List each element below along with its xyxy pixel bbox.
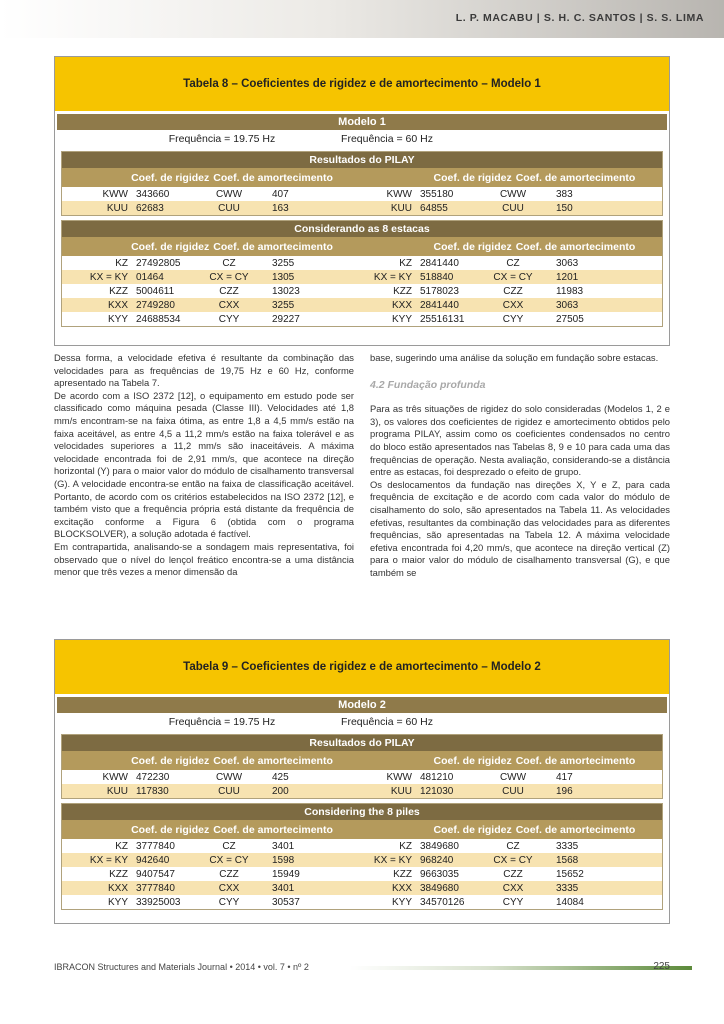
table-caption: Tabela 9 – Coeficientes de rigidez e de amortecimento – Modelo 2 (55, 640, 669, 694)
coef-value: 196 (556, 785, 573, 797)
table-8 (54, 56, 670, 346)
coef-name: KX = KY (89, 854, 128, 866)
coef-value: 200 (272, 785, 289, 797)
coef-name: KYY (391, 313, 412, 325)
col-header: Coef. de rigidez (131, 754, 210, 767)
frequency-row (57, 713, 667, 730)
col-header: Coef. de amortecimento (515, 240, 636, 253)
col-header: Coef. de rigidez (131, 240, 210, 253)
coef-name: CX = CY (493, 271, 533, 283)
coef-value: 3255 (272, 257, 295, 269)
text-column-right (370, 352, 670, 580)
col-header: Coef. de amortecimento (515, 754, 636, 767)
section-pilay (61, 151, 663, 216)
coef-name: CX = CY (209, 854, 249, 866)
table-9 (54, 639, 670, 924)
section-piles (61, 220, 663, 327)
table-row (62, 881, 662, 895)
coef-name: CX = CY (209, 271, 249, 283)
coef-value: 27505 (556, 313, 584, 325)
coef-value: 3335 (556, 840, 579, 852)
coef-name: CWW (499, 771, 527, 783)
coef-value: 1568 (556, 854, 579, 866)
coef-name: KXX (107, 299, 128, 311)
coef-name: KZZ (109, 868, 128, 880)
coef-value: 1201 (556, 271, 579, 283)
coef-name: CWW (499, 188, 527, 200)
model-title: Modelo 2 (57, 697, 667, 713)
page-footer (54, 961, 670, 975)
coef-name: CUU (502, 202, 524, 214)
table-row (62, 187, 662, 201)
table-row (62, 867, 662, 881)
table-caption: Tabela 8 – Coeficientes de rigidez e de amortecimento – Modelo 1 (55, 57, 669, 111)
coef-name: KWW (386, 771, 412, 783)
coef-name: KXX (391, 882, 412, 894)
section-heading: 4.2 Fundação profunda (370, 378, 486, 391)
frequency-2: Frequência = 60 Hz (341, 132, 433, 145)
coef-value: 518840 (420, 271, 454, 283)
coef-value: 3849680 (420, 840, 459, 852)
coef-name: KUU (106, 202, 128, 214)
coef-name: CZ (506, 257, 520, 269)
section-title: Resultados do PILAY (62, 152, 662, 168)
coef-value: 942640 (136, 854, 170, 866)
coef-value: 3401 (272, 840, 295, 852)
coef-name: CUU (218, 785, 240, 797)
coef-value: 383 (556, 188, 573, 200)
coef-name: KZZ (393, 285, 412, 297)
table-row (62, 201, 662, 215)
coef-value: 11983 (556, 285, 584, 297)
coef-name: KZ (115, 257, 128, 269)
header-band (0, 0, 724, 38)
table-row (62, 770, 662, 784)
table-rows (62, 256, 662, 326)
coef-value: 343660 (136, 188, 170, 200)
coef-value: 3063 (556, 299, 579, 311)
coef-name: CUU (502, 785, 524, 797)
coef-name: KYY (107, 313, 128, 325)
coef-value: 24688534 (136, 313, 181, 325)
text-column-left (54, 352, 354, 579)
coef-value: 121030 (420, 785, 454, 797)
coef-value: 425 (272, 771, 289, 783)
table-rows (62, 187, 662, 215)
coef-value: 33925003 (136, 896, 181, 908)
coef-value: 13023 (272, 285, 300, 297)
column-headers (62, 820, 662, 839)
coef-name: KUU (106, 785, 128, 797)
coef-value: 3255 (272, 299, 295, 311)
coef-name: KWW (102, 771, 128, 783)
col-header: Coef. de rigidez (131, 823, 210, 836)
coef-value: 117830 (136, 785, 169, 797)
frequency-2: Frequência = 60 Hz (341, 715, 433, 728)
coef-value: 15949 (272, 868, 300, 880)
col-header: Coef. de rigidez (433, 754, 512, 767)
coef-name: CUU (218, 202, 240, 214)
coef-name: KZZ (109, 285, 128, 297)
authors: L. P. MACABU | S. H. C. SANTOS | S. S. LIMA (455, 12, 704, 24)
col-header: Coef. de rigidez (433, 240, 512, 253)
coef-name: KYY (391, 896, 412, 908)
coef-value: 2749280 (136, 299, 175, 311)
coef-value: 3401 (272, 882, 295, 894)
page-number: 225 (653, 961, 670, 972)
coef-name: CZZ (219, 868, 239, 880)
coef-value: 2841440 (420, 299, 459, 311)
coef-value: 25516131 (420, 313, 465, 325)
frequency-1: Frequência = 19.75 Hz (168, 715, 276, 728)
table-row (62, 784, 662, 798)
coef-value: 3777840 (136, 882, 175, 894)
coef-name: KX = KY (89, 271, 128, 283)
col-header: Coef. de rigidez (131, 171, 210, 184)
coef-name: CXX (502, 882, 524, 894)
frequency-1: Frequência = 19.75 Hz (168, 132, 276, 145)
coef-name: CYY (502, 896, 524, 908)
coef-value: 968240 (420, 854, 454, 866)
coef-name: KYY (107, 896, 128, 908)
coef-name: KZ (115, 840, 128, 852)
coef-value: 355180 (420, 188, 454, 200)
coef-value: 9663035 (420, 868, 459, 880)
coef-value: 01464 (136, 271, 164, 283)
section-title: Resultados do PILAY (62, 735, 662, 751)
coef-value: 5004611 (136, 285, 175, 297)
coef-value: 472230 (136, 771, 170, 783)
col-header: Coef. de amortecimento (213, 754, 333, 767)
coef-name: CWW (215, 771, 243, 783)
paragraph: De acordo com a ISO 2372 [12], o equipamento em estudo pode ser classificado como máquina pesada (Classe III). Velocidades até 1,8 mm/s encontram-se na faixa ótima, as entre 1,8 a 4,5 mm/s estão na faixa aceitável, as entre 4,5 a 11,2 mm/s estão na faixa tolerável e as velocidades superiores a 11,2 mm/s são inaceitáveis. A máxima velocidade encontrada foi de 2,91 mm/s, que acontece na direção horizontal (Y) para o maior valor do módulo de cisalhamento transversal (G). A velocidade encontra-se então na faixa de classificação aceitável. Portanto, de acordo com os critérios estabelecidos na ISO 2372 [12], e também visto que a frequência própria está distante da frequência de excitação conforme a Figura 6 (obtida com o programa BLOCKSOLVER), a solução adotada é factível. (54, 389, 354, 540)
coef-name: CYY (218, 313, 240, 325)
coef-name: KX = KY (373, 854, 412, 866)
paragraph: Dessa forma, a velocidade efetiva é resultante da combinação das velocidades para as frequências de 19,75 Hz e 60 Hz, conforme apresentado na Tabela 7. (54, 352, 354, 389)
coef-value: 3063 (556, 257, 579, 269)
coef-name: KUU (390, 785, 412, 797)
col-header: Coef. de amortecimento (515, 823, 636, 836)
coef-value: 3849680 (420, 882, 459, 894)
section-piles (61, 803, 663, 910)
coef-name: CXX (218, 882, 240, 894)
coef-value: 34570126 (420, 896, 465, 908)
coef-value: 150 (556, 202, 573, 214)
column-headers (62, 751, 662, 770)
journal-name: IBRACON Structures and Materials Journal • 2014 • vol. 7 • nº 2 (54, 962, 309, 972)
model-title: Modelo 1 (57, 114, 667, 130)
section-pilay (61, 734, 663, 799)
coef-value: 5178023 (420, 285, 459, 297)
coef-value: 407 (272, 188, 289, 200)
coef-name: CXX (218, 299, 240, 311)
coef-value: 2841440 (420, 257, 459, 269)
section-title: Considering the 8 piles (62, 804, 662, 820)
coef-value: 3335 (556, 882, 579, 894)
coef-name: CX = CY (493, 854, 533, 866)
col-header: Coef. de rigidez (433, 823, 512, 836)
section-title: Considerando as 8 estacas (62, 221, 662, 237)
coef-value: 62683 (136, 202, 164, 214)
coef-value: 1305 (272, 271, 295, 283)
footer-rule (350, 966, 692, 970)
coef-value: 15652 (556, 868, 584, 880)
paragraph: Em contrapartida, analisando-se a sondagem mais representativa, foi observado que o nível do lençol freático encontra-se a uma distância menor que três vezes a menor dimensão da (54, 540, 354, 578)
coef-name: KXX (391, 299, 412, 311)
coef-value: 3777840 (136, 840, 175, 852)
coef-name: KWW (386, 188, 412, 200)
coef-name: CZ (222, 840, 236, 852)
coef-name: KZ (399, 257, 412, 269)
coef-value: 14084 (556, 896, 584, 908)
coef-value: 481210 (420, 771, 454, 783)
table-row (62, 853, 662, 867)
coef-value: 29227 (272, 313, 300, 325)
coef-name: CYY (218, 896, 240, 908)
coef-value: 30537 (272, 896, 300, 908)
col-header: Coef. de amortecimento (213, 240, 333, 253)
coef-name: KZZ (393, 868, 412, 880)
table-row (62, 895, 662, 909)
coef-name: KZ (399, 840, 412, 852)
coef-value: 64855 (420, 202, 448, 214)
coef-name: CZZ (219, 285, 239, 297)
table-rows (62, 770, 662, 798)
coef-name: KUU (390, 202, 412, 214)
coef-name: CZZ (503, 868, 523, 880)
coef-name: KWW (102, 188, 128, 200)
table-row (62, 312, 662, 326)
coef-value: 9407547 (136, 868, 175, 880)
frequency-row (57, 130, 667, 147)
table-rows (62, 839, 662, 909)
table-row (62, 270, 662, 284)
paragraph: base, sugerindo uma análise da solução em fundação sobre estacas. (370, 352, 659, 363)
column-headers (62, 237, 662, 256)
table-row (62, 256, 662, 270)
paragraph: Para as três situações de rigidez do solo consideradas (Modelos 1, 2 e 3), os valores dos coeficientes de rigidez e amortecimento obtidos pelo programa PILAY, assim como os coeficientes condensados no centro do bloco estão apresentados nas Tabelas 8, 9 e 10 para cada uma das frequências de operação. Nesta avaliação, considerando-se a distância entre as estacas, foi desprezado o efeito de grupo. (370, 403, 670, 478)
column-headers (62, 168, 662, 187)
coef-name: CWW (215, 188, 243, 200)
col-header: Coef. de amortecimento (213, 171, 333, 184)
coef-value: 27492805 (136, 257, 181, 269)
col-header: Coef. de amortecimento (515, 171, 636, 184)
col-header: Coef. de amortecimento (213, 823, 333, 836)
coef-name: CZZ (503, 285, 523, 297)
table-row (62, 284, 662, 298)
table-row (62, 298, 662, 312)
coef-value: 1598 (272, 854, 295, 866)
paragraph: Os deslocamentos da fundação nas direções X, Y e Z, para cada frequência de excitação e de acordo com cada valor do módulo de cisalhamento do solo, são apresentados na Tabela 11. As velocidades efetivas, resultantes da combinação das velocidades para as diferentes frequências, são apresentadas na Tabela 12. A máxima velocidade efetiva encontrada foi 4,20 mm/s, que acontece na direção vertical (Z) para o maior valor do módulo de cisalhamento transversal (G), e que também se (370, 478, 670, 578)
coef-name: CZ (222, 257, 236, 269)
coef-value: 163 (272, 202, 289, 214)
coef-value: 417 (556, 771, 573, 783)
table-row (62, 839, 662, 853)
coef-name: CYY (502, 313, 524, 325)
coef-name: KX = KY (373, 271, 412, 283)
coef-name: KXX (107, 882, 128, 894)
coef-name: CZ (506, 840, 520, 852)
coef-name: CXX (502, 299, 524, 311)
col-header: Coef. de rigidez (433, 171, 512, 184)
